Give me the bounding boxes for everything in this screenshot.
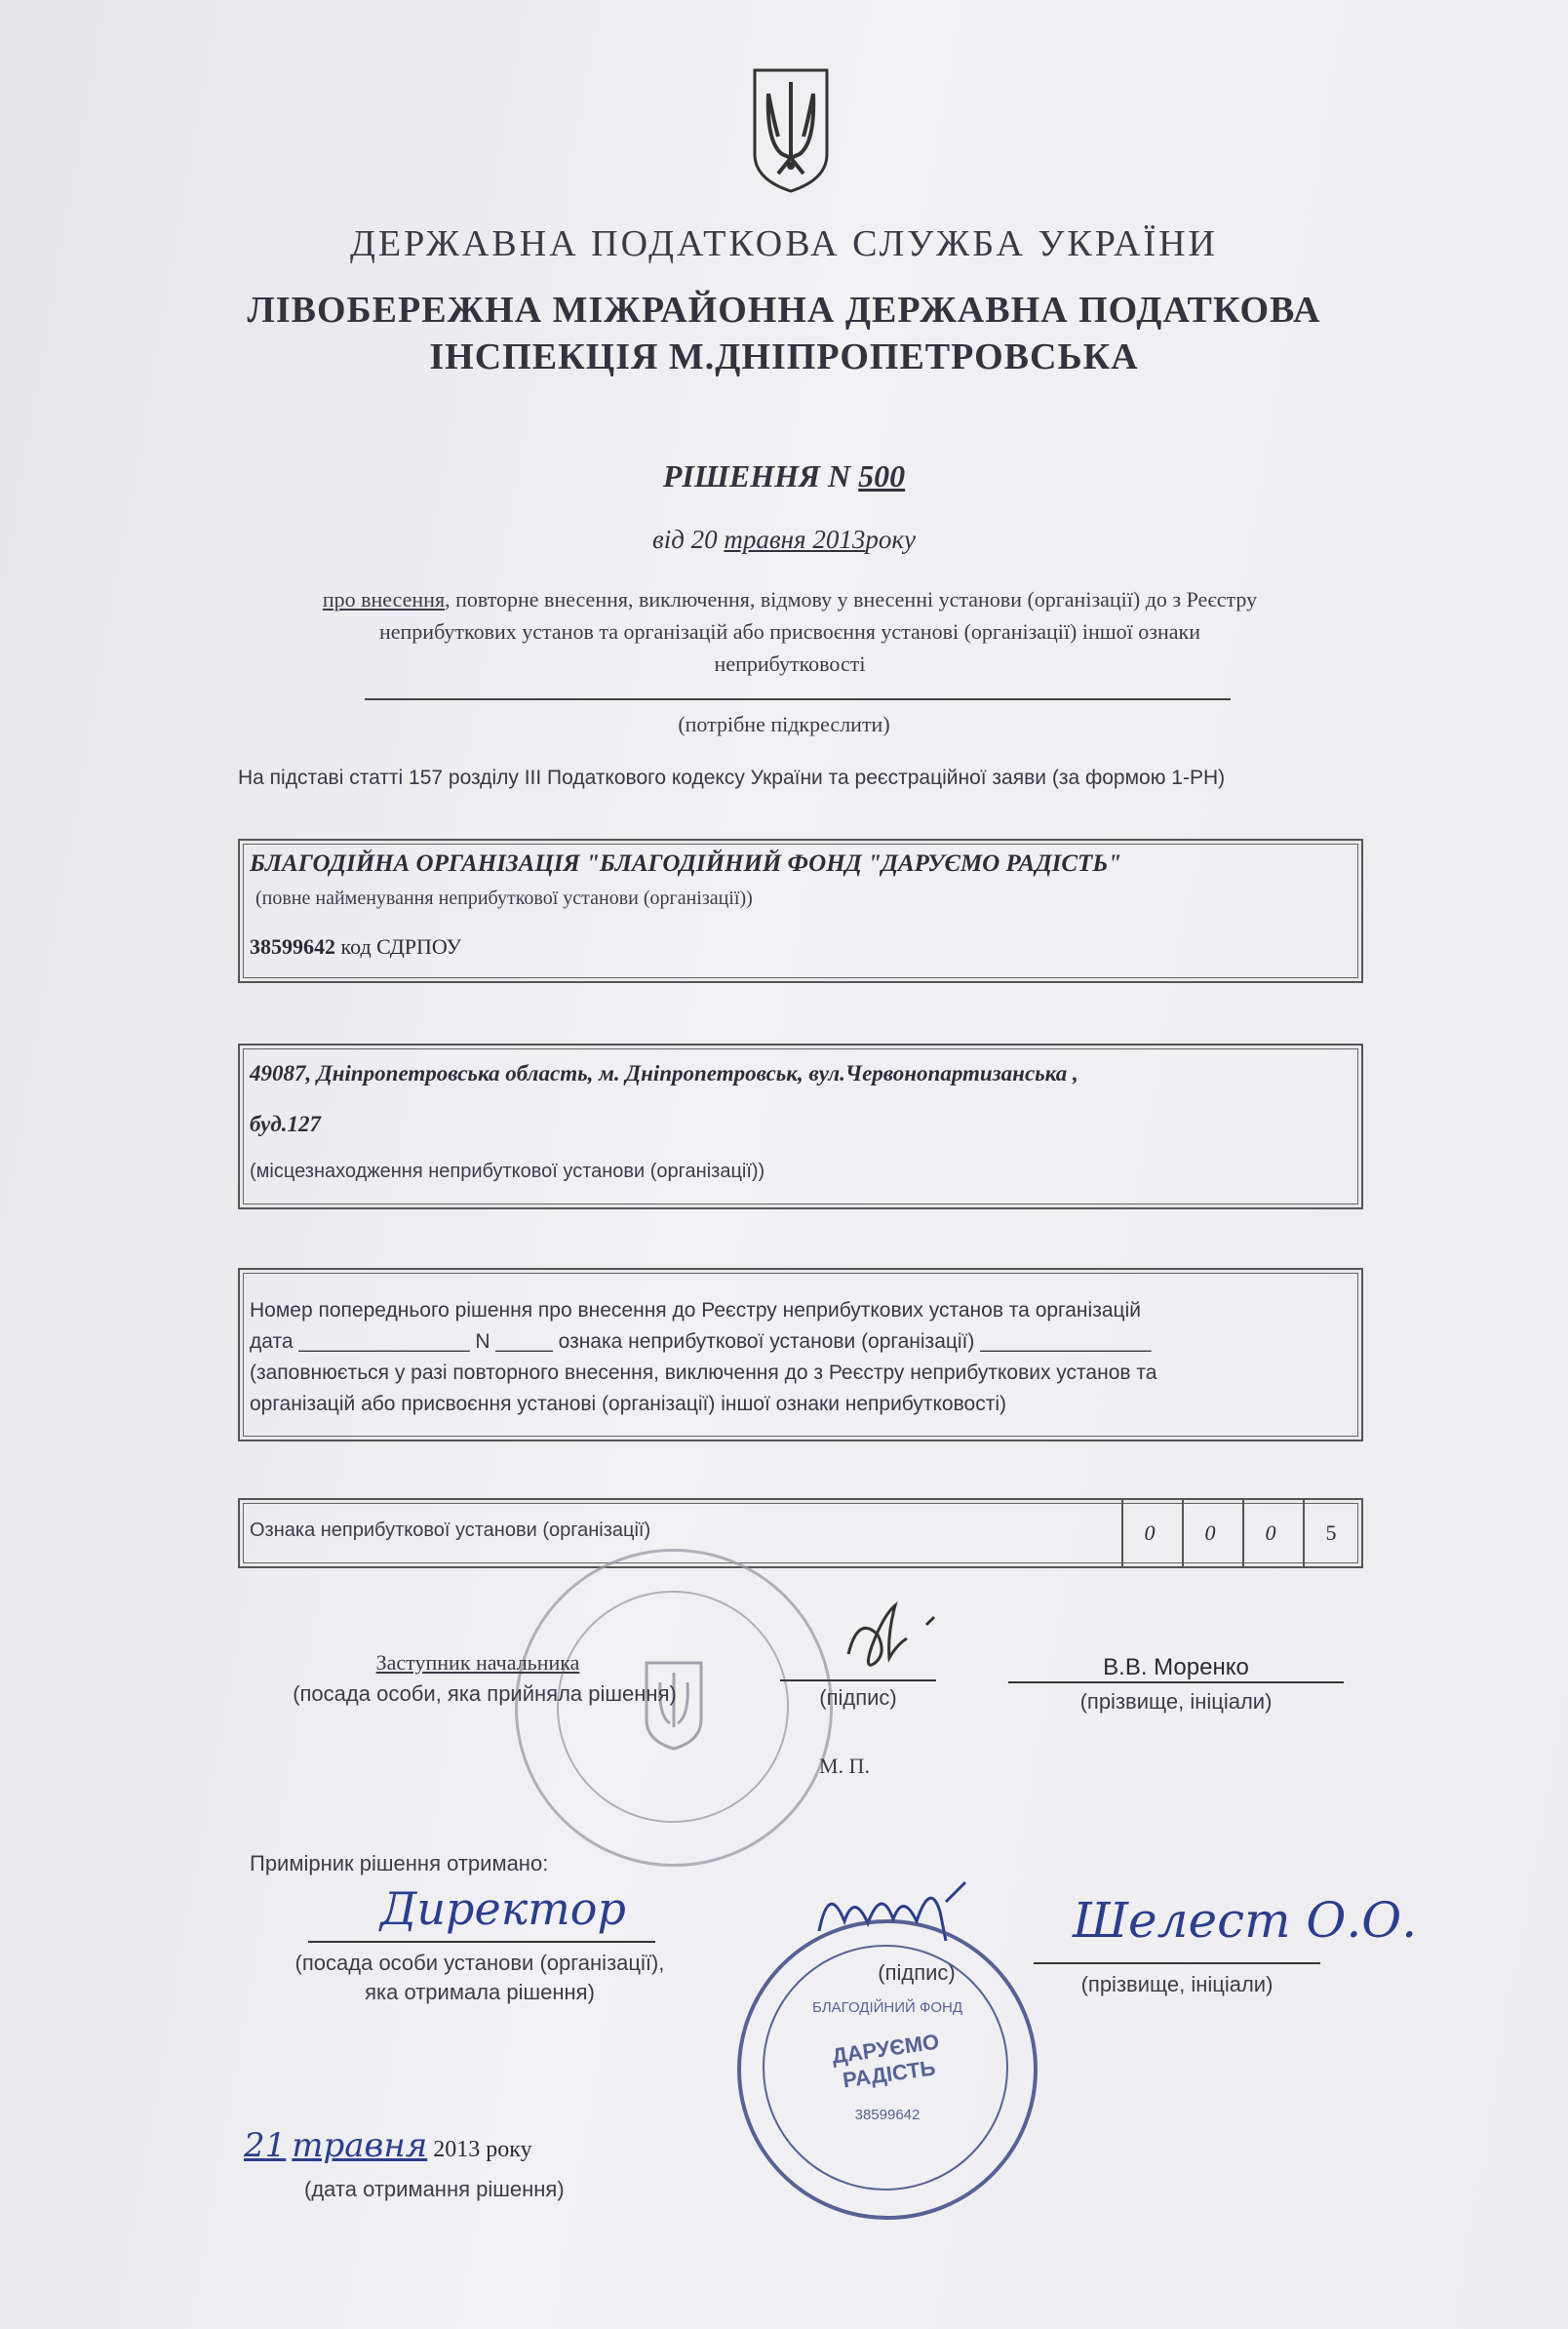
official-position: Заступник начальника <box>375 1650 580 1675</box>
receiver-name-handwritten: Шелест О.О. <box>1073 1892 1418 1949</box>
receiver-position-caption-1: (посада особи установи (організації), <box>294 1951 665 1975</box>
organization-box <box>238 839 1363 983</box>
subject-hint: (потрібне підкреслити) <box>678 712 890 736</box>
decision-date-suffix: року <box>865 525 916 554</box>
previous-line3: (заповнюється у разі повторного внесення, виключення до з Реєстру неприбуткових установ та <box>250 1362 1157 1384</box>
decision-title <box>0 458 1568 494</box>
organization-name-caption: (повне найменування неприбуткової установи (організації)) <box>255 888 753 909</box>
decision-subject <box>322 583 1258 680</box>
charity-seal <box>737 1919 1038 2220</box>
charity-seal-name: ДАРУЄМО РАДІСТЬ <box>830 2029 941 2093</box>
receiver-signature-caption: (підпис) <box>878 1960 956 1985</box>
receiver-position-caption-2: яка отримала рішення) <box>365 1980 595 2004</box>
receiver-position-handwritten: Директор <box>380 1882 626 1935</box>
subject-rest: , повторне внесення, виключення, відмову у внесенні установи (організації) до з Реєстру неприбуткових установ та організацій або присвоєння установі (організації) іншої ознаки неприбутковості <box>378 587 1258 676</box>
decision-date-month-year: травня 2013 <box>724 525 866 554</box>
previous-decision-box <box>238 1268 1363 1441</box>
decision-date-prefix: від 20 <box>652 525 718 554</box>
address-caption: (місцезнаходження неприбуткової установи (організації)) <box>250 1161 765 1182</box>
receiver-name-caption: (прізвище, ініціали) <box>1080 1972 1274 1996</box>
organization-code-caption: код СДРПОУ <box>340 934 462 959</box>
sign-digit-3: 0 <box>1242 1500 1297 1566</box>
organization-name: БЛАГОДІЙНА ОРГАНІЗАЦІЯ "БЛАГОДІЙНИЙ ФОНД "ДАРУЄМО РАДІСТЬ" <box>250 850 1122 877</box>
official-name-line <box>1008 1681 1344 1683</box>
nonprofit-sign-label: Ознака неприбуткової установи (організації) <box>250 1520 651 1541</box>
previous-line4: організацій або присвоєння установі (організації) іншої ознаки неприбутковості) <box>250 1393 1006 1415</box>
official-name: В.В. Моренко <box>1103 1654 1249 1680</box>
decision-title-prefix: РІШЕННЯ N <box>662 458 851 493</box>
receiver-position-line <box>308 1941 655 1943</box>
trident-emblem-icon <box>749 64 833 195</box>
official-name-caption: (прізвище, ініціали) <box>1079 1689 1273 1714</box>
receipt-date-caption: (дата отримання рішення) <box>304 2177 565 2201</box>
seal-place-mark: М. П. <box>819 1754 870 1778</box>
receipt-date-row <box>244 2126 532 2165</box>
official-signature-icon <box>819 1596 995 1693</box>
inspection-name-line2: ІНСПЕКЦІЯ М.ДНІПРОПЕТРОВСЬКА <box>429 336 1139 377</box>
sign-digit-2: 0 <box>1182 1500 1236 1566</box>
organization-code: 38599642 <box>250 934 335 959</box>
receipt-date-month: травня <box>292 2126 428 2165</box>
receipt-date-day: 21 <box>244 2126 287 2165</box>
ministry-title: ДЕРЖАВНА ПОДАТКОВА СЛУЖБА УКРАЇНИ <box>349 223 1218 264</box>
sign-digit-1: 0 <box>1121 1500 1176 1566</box>
official-signature-caption: (підпис) <box>819 1685 897 1710</box>
previous-line1: Номер попереднього рішення про внесення до Реєстру неприбуткових установ та організацій <box>250 1299 1141 1322</box>
subject-divider <box>365 698 1231 700</box>
official-position-caption: (посада особи, яка прийняла рішення) <box>293 1681 677 1706</box>
address-box <box>238 1044 1363 1209</box>
sign-digit-4: 5 <box>1303 1500 1357 1566</box>
previous-line2: дата _______________ N _____ ознака неприбуткової установи (організації) _______________ <box>250 1330 1152 1353</box>
charity-seal-code: 38599642 <box>854 2107 921 2123</box>
basis-paragraph: На підставі статті 157 розділу III Податкового кодексу України та реєстраційної заяви (за формою 1-РН) <box>238 767 1226 789</box>
previous-decision-text <box>250 1295 1156 1420</box>
receipt-date-year: 2013 року <box>433 2137 532 2162</box>
receiver-name-line <box>1034 1962 1320 1964</box>
decision-number: 500 <box>858 458 906 493</box>
receipt-heading: Примірник рішення отримано: <box>250 1851 549 1875</box>
nonprofit-sign-box <box>238 1498 1363 1568</box>
inspection-name-line1: ЛІВОБЕРЕЖНА МІЖРАЙОННА ДЕРЖАВНА ПОДАТКОВА <box>247 290 1321 331</box>
organization-code-row <box>250 934 461 960</box>
address-line1: 49087, Дніпропетровська область, м. Дніпропетровськ, вул.Червонопартизанська , <box>250 1061 1078 1086</box>
address-line2: буд.127 <box>250 1112 321 1136</box>
subject-underlined: про внесення <box>322 587 446 612</box>
decision-date <box>0 525 1568 555</box>
official-signature-line <box>780 1679 936 1681</box>
charity-seal-fund-label: БЛАГОДІЙНИЙ ФОНД <box>811 1999 963 2016</box>
